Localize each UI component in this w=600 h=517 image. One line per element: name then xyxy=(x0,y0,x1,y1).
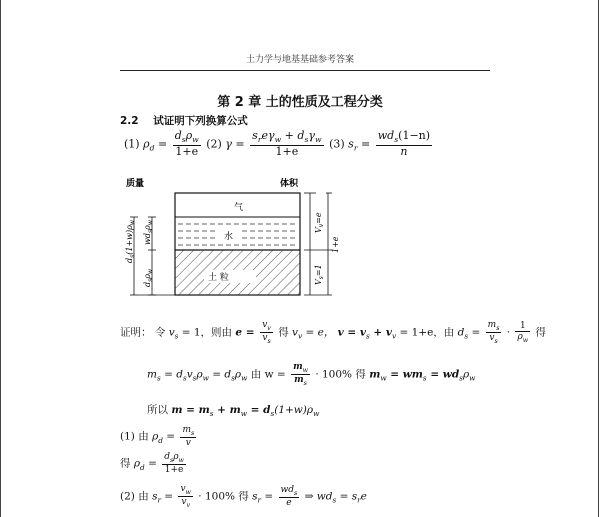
mass-total-label: $d_s(1+w)\rho_w$ xyxy=(125,220,136,263)
proof-part-1-result: 得 $\rho_d$ = $\frac{d_s\rho_w}{1+e}$ xyxy=(120,452,184,476)
water-label: 水 xyxy=(224,232,234,242)
proof-line-3: 所以 $m = m_s + m_w = d_s(1+w)\rho_w$ xyxy=(147,404,320,419)
proof-line-1: 证明： 令 $v_s = 1$，则由 e = $\frac{v_v}{v_s}$ 得 $v_v = e$， $v = v_s + v_v = 1+e$，由 $d_s$ = $\frac{m_s}{v_s}$ · $\frac{1}{\rho_w}$ 得 xyxy=(120,320,546,345)
formula-1-label: (1) xyxy=(124,137,140,151)
mass-soil-label: $d_s\rho_w$ xyxy=(143,268,154,287)
formula-3-label: (3) xyxy=(329,137,345,151)
volume-total-label: 1+e xyxy=(331,236,340,253)
section-title xyxy=(120,113,248,128)
proof-part-2: (2) 由 $s_r$ = $\frac{v_w}{v_v}$ · 100% 得 $s_r$ = $\frac{wd_s}{e}$ ⇒ $wd_s = s_re$ xyxy=(120,484,367,509)
running-header: 土力学与地基基础参考答案 xyxy=(245,55,354,65)
three-phase-diagram xyxy=(120,175,360,305)
proof-part-1: (1) 由 $\rho_d$ = $\frac{m_s}{v}$ xyxy=(120,425,195,449)
section-number: 2.2 xyxy=(120,115,139,127)
mass-water-label: $wd_s\rho_w$ xyxy=(143,220,154,245)
section-heading: 试证明下列换算公式 xyxy=(153,115,248,127)
formula-3-fraction: $\frac{wd_s(1-n)}{n}$ xyxy=(377,129,431,159)
formula-2-label: (2) xyxy=(206,137,222,151)
proof-line-2: $m_s = d_sv_s\rho_w = d_s\rho_w$ 由 w = $\frac{m_w}{m_s}$ · 100% 得 $m_w = wm_s = wd_s\rho_w$ xyxy=(147,362,476,387)
air-label: 气 xyxy=(234,203,244,213)
volume-header: 体积 xyxy=(280,179,299,189)
mass-header: 质量 xyxy=(126,179,145,189)
page-edge-right xyxy=(598,0,599,517)
soil-label: 土 粒 xyxy=(208,273,229,283)
formula-1-fraction: $\frac{d_s\rho_w}{1+e}$ xyxy=(174,129,199,159)
page-edge-left xyxy=(0,0,1,517)
header-rule xyxy=(120,70,490,71)
volume-void-label: $V_v=e$ xyxy=(314,212,325,233)
formula-2-fraction: $\frac{s_re\gamma_w + d_s\gamma_w}{1+e}$ xyxy=(252,129,322,159)
formula-line: (1) $\rho_d$ = $\frac{d_s\rho_w}{1+e}$ (2) γ = $\frac{s_re\gamma_w + d_s\gamma_w}{1+e}$ (3) $s_r$ = $\frac{wd_s(1-n)}{n}$ xyxy=(124,129,431,159)
volume-solid-label: $V_s=1$ xyxy=(314,264,325,285)
mass-dimension-lines xyxy=(130,217,175,295)
chapter-title: 第 2 章 土的性质及工程分类 xyxy=(217,95,383,110)
